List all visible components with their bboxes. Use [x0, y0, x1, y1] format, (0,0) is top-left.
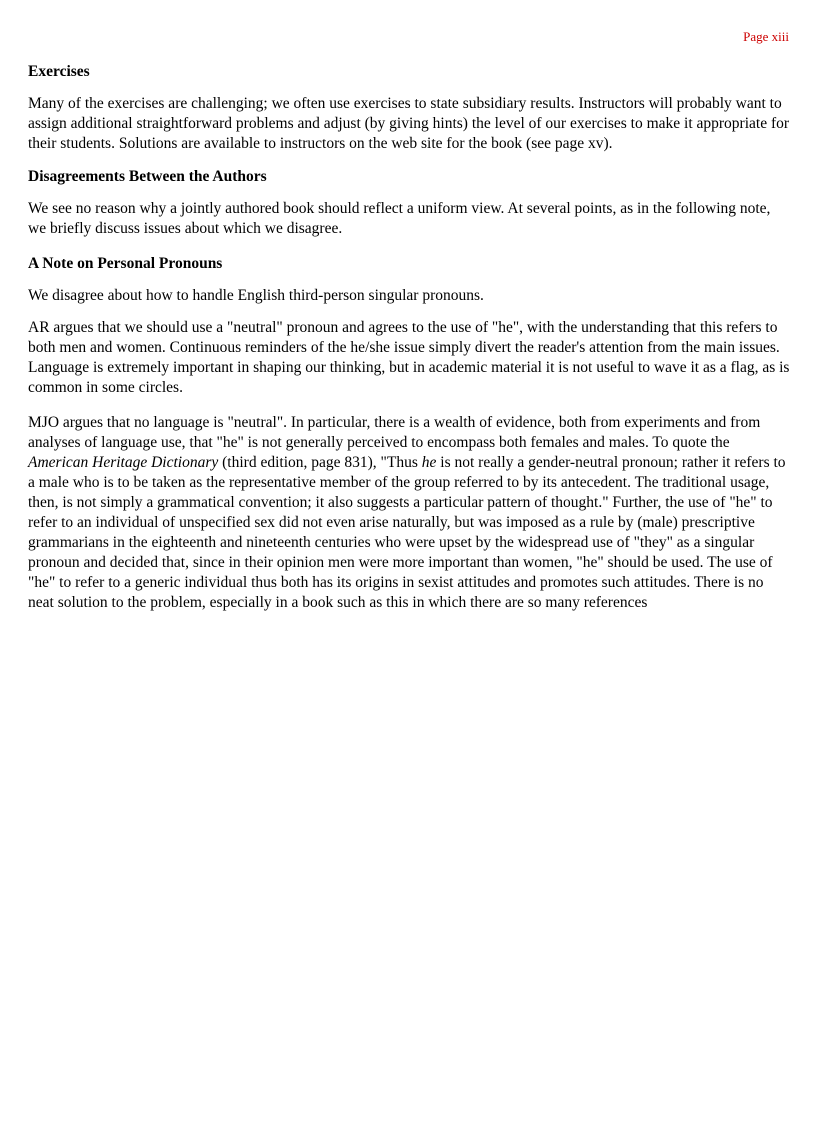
dictionary-title: American Heritage Dictionary: [28, 454, 219, 471]
section-heading-disagreements: Disagreements Between the Authors: [28, 168, 267, 185]
paragraph-disagreements: We see no reason why a jointly authored book should reflect a uniform view. At several points, as in the following note, we briefly discuss issues about which we disagree.: [28, 200, 771, 237]
page-number: Page xiii: [743, 29, 789, 44]
paragraph-pronouns-ar: AR argues that we should use a "neutral" pronoun and agrees to the use of "he", with the understanding that this refers to both men and women. Continuous reminders of the he/she issue simply divert the reader's attention from the main issues. Language is extremely important in shaping our thinking, but in academic material it is not useful to wave it as a flag, as is common in some circles.: [28, 319, 790, 396]
section-heading-pronouns: A Note on Personal Pronouns: [28, 255, 223, 272]
mjo-text-part-b: (third edition, page 831), "Thus: [218, 454, 422, 471]
italic-he: he: [421, 454, 437, 471]
paragraph-pronouns-intro: We disagree about how to handle English third-person singular pronouns.: [28, 287, 484, 304]
mjo-text-part-a: MJO argues that no language is "neutral". In particular, there is a wealth of evidence, both from experiments and from analyses of language use, that "he" is not generally perceived to encompass both females and males. To quote the: [28, 414, 761, 451]
mjo-text-part-c: is not really a gender-neutral pronoun; rather it refers to a male who is to be taken as the representative member of the group referred to by its antecedent. The traditional usage, then, is not simply a grammatical convention; it also suggests a particular pattern of thought." Further, the use of "he" to refer to an individual of unspecified sex did not even arise naturally, but was imposed as a rule by (male) prescriptive grammarians in the eighteenth and nineteenth centuries who were upset by the widespread use of "they" as a singular pronoun and decided that, since in their opinion men were more important than women, "he" should be used. The use of "he" to refer to a generic individual thus both has its origins in sexist attitudes and promotes such attitudes. There is no neat solution to the problem, especially in a book such as this in which there are so many references: [28, 454, 786, 611]
section-heading-exercises: Exercises: [28, 63, 90, 80]
paragraph-exercises: Many of the exercises are challenging; we often use exercises to state subsidiary results. Instructors will probably want to assign additional straightforward problems and adjust (by giving hints) the level of our exercises to make it appropriate for their students. Solutions are available to instructors on the web site for the book (see page xv).: [28, 95, 790, 152]
paragraph-pronouns-mjo: [28, 413, 792, 613]
